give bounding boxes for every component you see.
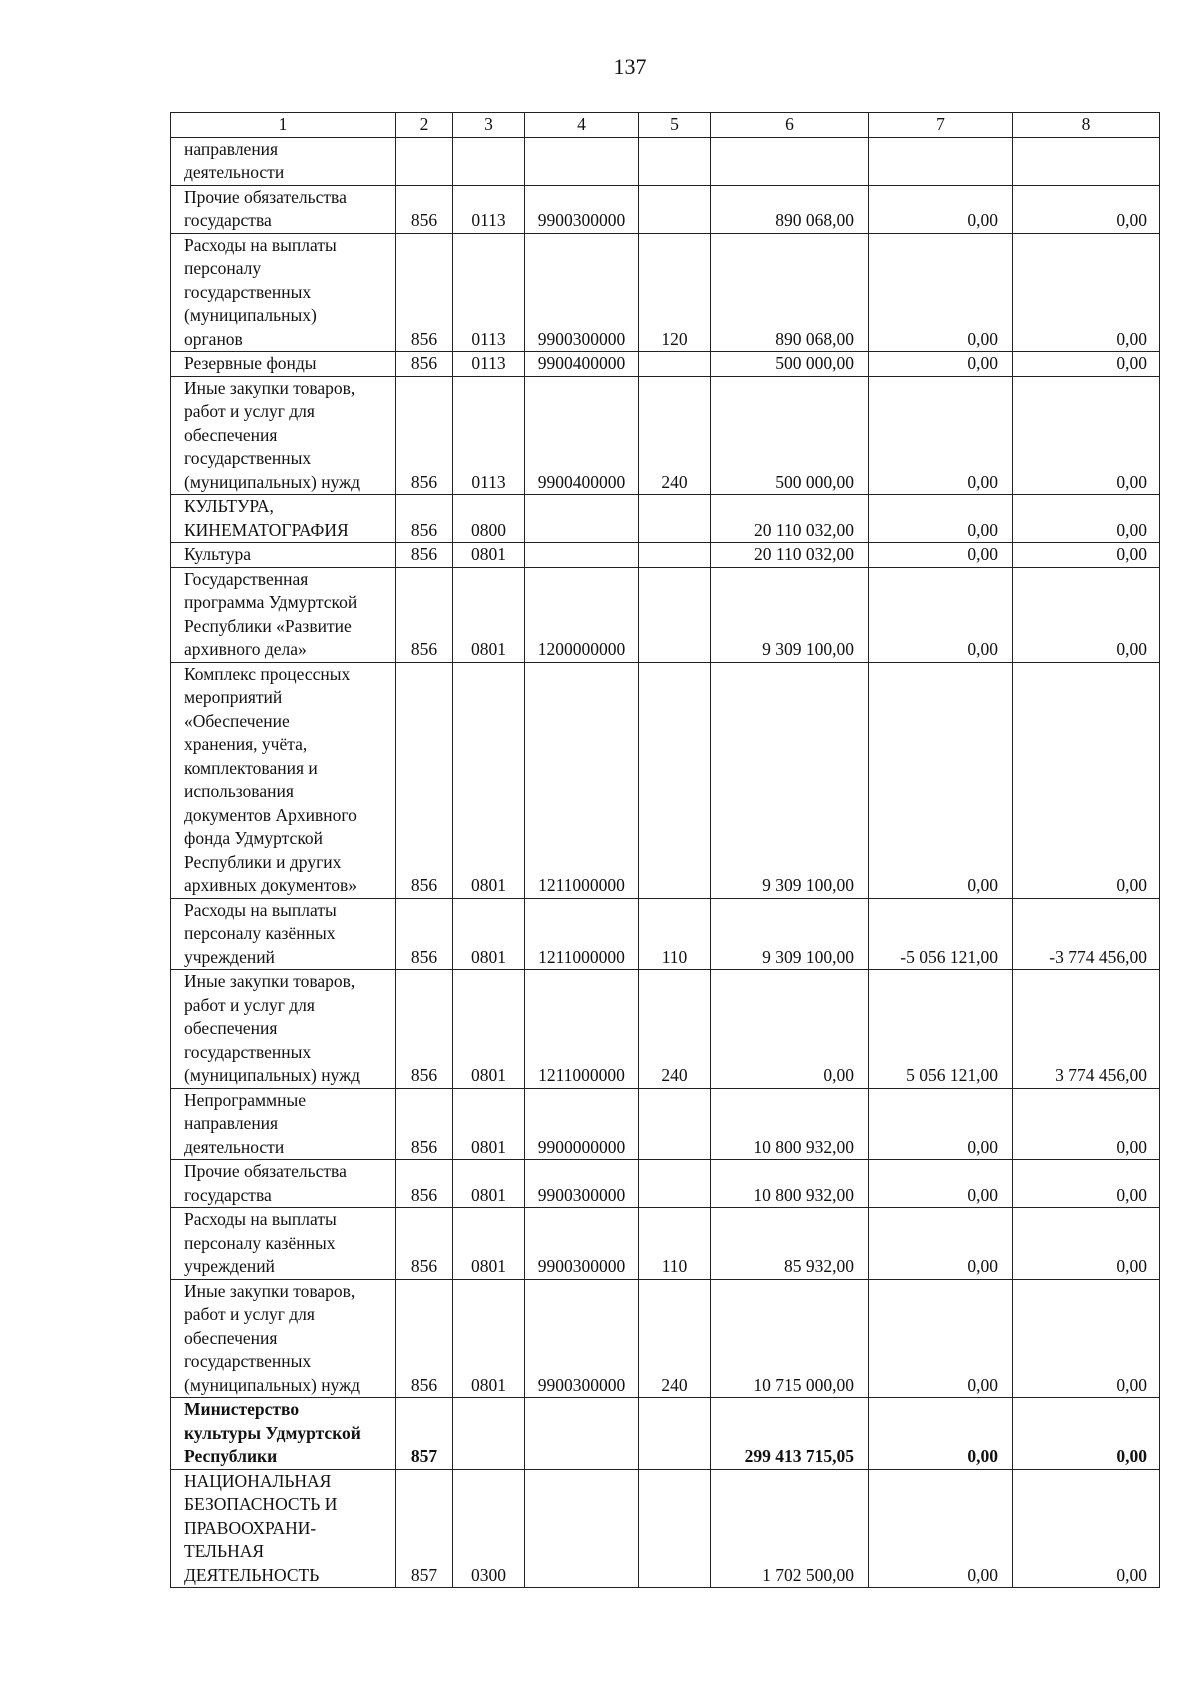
column-header: 2 [396, 113, 453, 138]
amount-cell: 0,00 [1013, 1208, 1160, 1280]
ministry-code-cell: 856 [396, 233, 453, 352]
amount-cell: 0,00 [1013, 543, 1160, 568]
row-name-cell: Резервные фонды [171, 352, 396, 377]
amount-cell: 0,00 [869, 1279, 1013, 1398]
amount-cell: 10 800 932,00 [711, 1088, 869, 1160]
amount-cell: 0,00 [869, 543, 1013, 568]
amount-cell: -5 056 121,00 [869, 898, 1013, 970]
amount-cell: 890 068,00 [711, 185, 869, 233]
table-row [171, 1208, 1160, 1280]
target-article-cell: 9900300000 [525, 185, 639, 233]
section-code-cell: 0801 [453, 662, 525, 898]
table-header-row [171, 113, 1160, 138]
row-name-cell: Иные закупки товаров, работ и услуг для обеспечения государственных (муниципальных) нужд [171, 376, 396, 495]
section-code-cell [453, 137, 525, 185]
target-article-cell: 1211000000 [525, 898, 639, 970]
expense-type-cell [639, 662, 711, 898]
table-row [171, 662, 1160, 898]
table-row [171, 376, 1160, 495]
row-name-cell: Иные закупки товаров, работ и услуг для обеспечения государственных (муниципальных) нужд [171, 1279, 396, 1398]
table-row [171, 233, 1160, 352]
ministry-code-cell: 856 [396, 970, 453, 1089]
column-header: 7 [869, 113, 1013, 138]
row-name-cell: Иные закупки товаров, работ и услуг для обеспечения государственных (муниципальных) нужд [171, 970, 396, 1089]
column-header: 4 [525, 113, 639, 138]
expense-type-cell: 240 [639, 376, 711, 495]
ministry-code-cell: 856 [396, 567, 453, 662]
target-article-cell: 9900400000 [525, 352, 639, 377]
amount-cell: -3 774 456,00 [1013, 898, 1160, 970]
amount-cell: 0,00 [869, 1398, 1013, 1470]
section-code-cell: 0801 [453, 970, 525, 1089]
expense-type-cell [639, 352, 711, 377]
target-article-cell: 1200000000 [525, 567, 639, 662]
row-name-cell: Государственная программа Удмуртской Республики «Развитие архивного дела» [171, 567, 396, 662]
section-code-cell: 0801 [453, 898, 525, 970]
target-article-cell [525, 1398, 639, 1470]
target-article-cell: 1211000000 [525, 662, 639, 898]
amount-cell: 10 715 000,00 [711, 1279, 869, 1398]
amount-cell: 0,00 [869, 1469, 1013, 1588]
ministry-code-cell: 856 [396, 352, 453, 377]
table-row [171, 567, 1160, 662]
section-code-cell: 0801 [453, 567, 525, 662]
ministry-code-cell: 856 [396, 376, 453, 495]
amount-cell: 500 000,00 [711, 376, 869, 495]
table-row [171, 543, 1160, 568]
table-row [171, 970, 1160, 1089]
amount-cell: 0,00 [1013, 1279, 1160, 1398]
amount-cell: 0,00 [869, 376, 1013, 495]
expense-type-cell: 110 [639, 898, 711, 970]
amount-cell: 0,00 [1013, 352, 1160, 377]
section-code-cell: 0801 [453, 1279, 525, 1398]
expense-type-cell [639, 567, 711, 662]
section-code-cell [453, 1398, 525, 1470]
target-article-cell [525, 1469, 639, 1588]
row-name-cell: КУЛЬТУРА, КИНЕМАТОГРАФИЯ [171, 495, 396, 543]
budget-table [170, 112, 1160, 1588]
amount-cell: 0,00 [1013, 1160, 1160, 1208]
amount-cell: 299 413 715,05 [711, 1398, 869, 1470]
section-code-cell: 0801 [453, 1160, 525, 1208]
expense-type-cell [639, 1160, 711, 1208]
ministry-code-cell: 856 [396, 898, 453, 970]
amount-cell: 0,00 [869, 1160, 1013, 1208]
expense-type-cell [639, 1398, 711, 1470]
table-row [171, 898, 1160, 970]
amount-cell: 0,00 [869, 662, 1013, 898]
amount-cell [711, 137, 869, 185]
amount-cell: 500 000,00 [711, 352, 869, 377]
amount-cell [1013, 137, 1160, 185]
amount-cell: 0,00 [711, 970, 869, 1089]
target-article-cell [525, 495, 639, 543]
ministry-code-cell: 856 [396, 1088, 453, 1160]
column-header: 1 [171, 113, 396, 138]
row-name-cell: Прочие обязательства государства [171, 185, 396, 233]
table-body [171, 137, 1160, 1588]
amount-cell: 9 309 100,00 [711, 898, 869, 970]
table-row [171, 185, 1160, 233]
row-name-cell: Расходы на выплаты персоналу государственных (муниципальных) органов [171, 233, 396, 352]
expense-type-cell: 110 [639, 1208, 711, 1280]
column-header: 6 [711, 113, 869, 138]
section-code-cell: 0113 [453, 185, 525, 233]
amount-cell: 0,00 [869, 495, 1013, 543]
target-article-cell: 9900400000 [525, 376, 639, 495]
amount-cell: 9 309 100,00 [711, 662, 869, 898]
ministry-code-cell: 856 [396, 1160, 453, 1208]
ministry-code-cell: 856 [396, 495, 453, 543]
amount-cell: 0,00 [869, 1088, 1013, 1160]
row-name-cell: Расходы на выплаты персоналу казённых учреждений [171, 898, 396, 970]
expense-type-cell: 120 [639, 233, 711, 352]
amount-cell: 0,00 [1013, 185, 1160, 233]
table-row [171, 1469, 1160, 1588]
amount-cell: 20 110 032,00 [711, 543, 869, 568]
column-header: 3 [453, 113, 525, 138]
row-name-cell: НАЦИОНАЛЬНАЯ БЕЗОПАСНОСТЬ И ПРАВООХРАНИ- ТЕЛЬНАЯ ДЕЯТЕЛЬНОСТЬ [171, 1469, 396, 1588]
table-row [171, 1088, 1160, 1160]
amount-cell: 9 309 100,00 [711, 567, 869, 662]
expense-type-cell [639, 185, 711, 233]
section-code-cell: 0801 [453, 1088, 525, 1160]
ministry-code-cell: 856 [396, 662, 453, 898]
row-name-cell: Министерство культуры Удмуртской Республики [171, 1398, 396, 1470]
section-code-cell: 0300 [453, 1469, 525, 1588]
amount-cell: 85 932,00 [711, 1208, 869, 1280]
section-code-cell: 0113 [453, 352, 525, 377]
target-article-cell [525, 137, 639, 185]
amount-cell [869, 137, 1013, 185]
ministry-code-cell: 856 [396, 543, 453, 568]
amount-cell: 5 056 121,00 [869, 970, 1013, 1089]
expense-type-cell [639, 1469, 711, 1588]
expense-type-cell [639, 1088, 711, 1160]
amount-cell: 1 702 500,00 [711, 1469, 869, 1588]
expense-type-cell: 240 [639, 1279, 711, 1398]
row-name-cell: направления деятельности [171, 137, 396, 185]
table-row [171, 1160, 1160, 1208]
target-article-cell [525, 543, 639, 568]
section-code-cell: 0113 [453, 233, 525, 352]
amount-cell: 0,00 [1013, 495, 1160, 543]
column-header: 8 [1013, 113, 1160, 138]
amount-cell: 0,00 [1013, 1469, 1160, 1588]
ministry-code-cell: 856 [396, 1279, 453, 1398]
target-article-cell: 9900300000 [525, 1208, 639, 1280]
amount-cell: 3 774 456,00 [1013, 970, 1160, 1089]
ministry-code-cell: 857 [396, 1469, 453, 1588]
expense-type-cell [639, 137, 711, 185]
amount-cell: 0,00 [869, 567, 1013, 662]
amount-cell: 0,00 [1013, 567, 1160, 662]
amount-cell: 10 800 932,00 [711, 1160, 869, 1208]
amount-cell: 0,00 [1013, 1398, 1160, 1470]
ministry-code-cell [396, 137, 453, 185]
amount-cell: 890 068,00 [711, 233, 869, 352]
amount-cell: 0,00 [869, 352, 1013, 377]
expense-type-cell [639, 495, 711, 543]
target-article-cell: 1211000000 [525, 970, 639, 1089]
section-code-cell: 0801 [453, 543, 525, 568]
table-row [171, 1279, 1160, 1398]
amount-cell: 20 110 032,00 [711, 495, 869, 543]
amount-cell: 0,00 [1013, 662, 1160, 898]
section-code-cell: 0801 [453, 1208, 525, 1280]
ministry-code-cell: 856 [396, 185, 453, 233]
target-article-cell: 9900300000 [525, 1160, 639, 1208]
table-row [171, 137, 1160, 185]
table-row [171, 352, 1160, 377]
amount-cell: 0,00 [869, 185, 1013, 233]
expense-type-cell: 240 [639, 970, 711, 1089]
section-code-cell: 0113 [453, 376, 525, 495]
amount-cell: 0,00 [869, 1208, 1013, 1280]
expense-type-cell [639, 543, 711, 568]
row-name-cell: Культура [171, 543, 396, 568]
page-number: 137 [613, 54, 647, 79]
target-article-cell: 9900300000 [525, 1279, 639, 1398]
row-name-cell: Непрограммные направления деятельности [171, 1088, 396, 1160]
column-header: 5 [639, 113, 711, 138]
amount-cell: 0,00 [1013, 1088, 1160, 1160]
row-name-cell: Комплекс процессных мероприятий «Обеспечение хранения, учёта, комплектования и использования документов Архивного фонда Удмуртской Республики и других архивных документов» [171, 662, 396, 898]
amount-cell: 0,00 [869, 233, 1013, 352]
row-name-cell: Прочие обязательства государства [171, 1160, 396, 1208]
amount-cell: 0,00 [1013, 376, 1160, 495]
ministry-code-cell: 856 [396, 1208, 453, 1280]
target-article-cell: 9900000000 [525, 1088, 639, 1160]
ministry-code-cell: 857 [396, 1398, 453, 1470]
target-article-cell: 9900300000 [525, 233, 639, 352]
table-row [171, 1398, 1160, 1470]
section-code-cell: 0800 [453, 495, 525, 543]
amount-cell: 0,00 [1013, 233, 1160, 352]
row-name-cell: Расходы на выплаты персоналу казённых учреждений [171, 1208, 396, 1280]
table-row [171, 495, 1160, 543]
